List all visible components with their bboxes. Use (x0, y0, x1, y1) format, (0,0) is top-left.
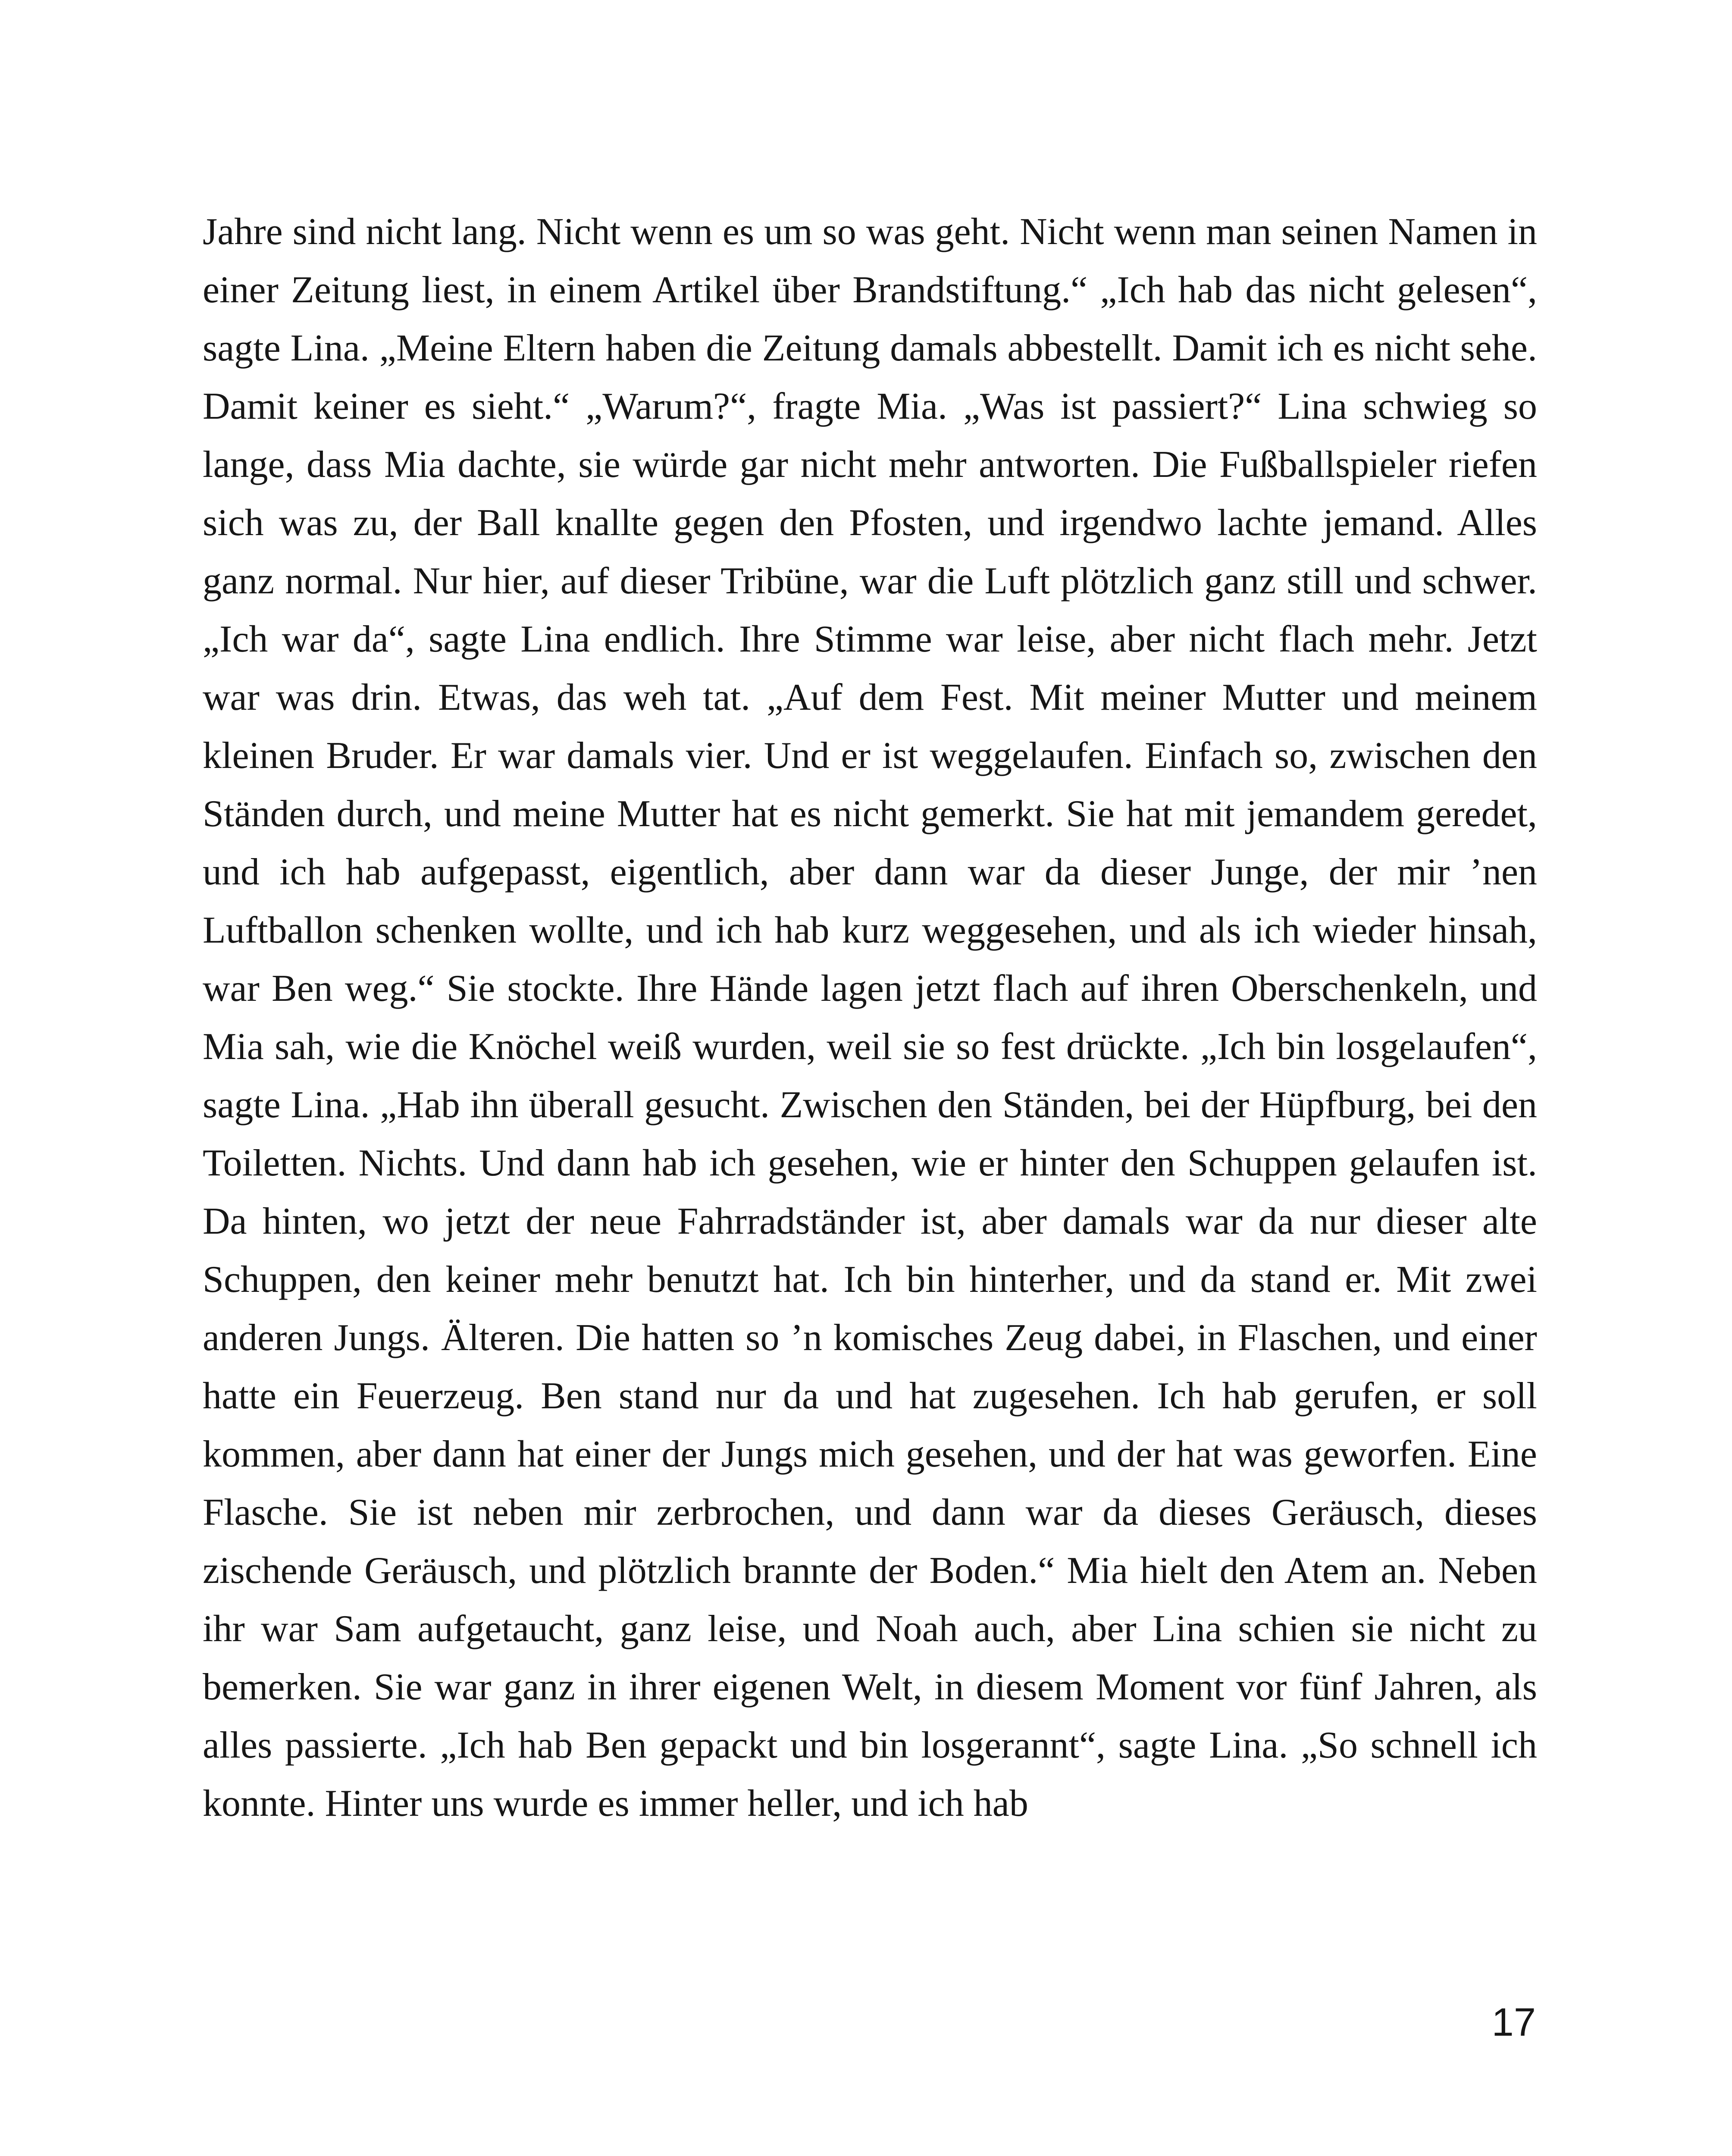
body-paragraph: Jahre sind nicht lang. Nicht wenn es um so was geht. Nicht wenn man seinen Namen in einer Zeitung liest, in einem Artikel über Brandstiftung.“ „Ich hab das nicht gelesen“, sagte Lina. „Meine Eltern haben die Zeitung damals abbestellt. Damit ich es nicht sehe. Damit keiner es sieht.“ „Warum?“, fragte Mia. „Was ist passiert?“ Lina schwieg so lange, dass Mia dachte, sie würde gar nicht mehr antworten. Die Fußballspieler riefen sich was zu, der Ball knallte gegen den Pfosten, und irgendwo lachte jemand. Alles ganz normal. Nur hier, auf dieser Tribüne, war die Luft plötzlich ganz still und schwer. „Ich war da“, sagte Lina endlich. Ihre Stimme war leise, aber nicht flach mehr. Jetzt war was drin. Etwas, das weh tat. „Auf dem Fest. Mit meiner Mutter und meinem kleinen Bruder. Er war damals vier. Und er ist weggelaufen. Einfach so, zwischen den Ständen durch, und meine Mutter hat es nicht gemerkt. Sie hat mit jemandem geredet, und ich hab aufgepasst, eigentlich, aber dann war da dieser Junge, der mir ’nen Luftballon schenken wollte, und ich hab kurz weggesehen, und als ich wieder hinsah, war Ben weg.“ Sie stockte. Ihre Hände lagen jetzt flach auf ihren Oberschenkeln, und Mia sah, wie die Knöchel weiß wurden, weil sie so fest drückte. „Ich bin losgelaufen“, sagte Lina. „Hab ihn überall gesucht. Zwischen den Ständen, bei der Hüpfburg, bei den Toiletten. Nichts. Und dann hab ich gesehen, wie er hinter den Schuppen gelaufen ist. Da hinten, wo jetzt der neue Fahrradständer ist, aber damals war da nur dieser alte Schuppen, den keiner mehr benutzt hat. Ich bin hinterher, und da stand er. Mit zwei anderen Jungs. Älteren. Die hatten so ’n komisches Zeug dabei, in Flaschen, und einer hatte ein Feuerzeug. Ben stand nur da und hat zugesehen. Ich hab gerufen, er soll kommen, aber dann hat einer der Jungs mich gesehen, und der hat was geworfen. Eine Flasche. Sie ist neben mir zerbrochen, und dann war da dieses Geräusch, dieses zischende Geräusch, und plötzlich brannte der Boden.“ Mia hielt den Atem an. Neben ihr war Sam aufgetaucht, ganz leise, und Noah auch, aber Lina schien sie nicht zu bemerken. Sie war ganz in ihrer eigenen Welt, in diesem Moment vor fünf Jahren, als alles passierte. „Ich hab Ben gepackt und bin losgerannt“, sagte Lina. „So schnell ich konnte. Hinter uns wurde es immer heller, und ich hab (203, 211, 1537, 1824)
page-number: 17 (1491, 2000, 1536, 2044)
